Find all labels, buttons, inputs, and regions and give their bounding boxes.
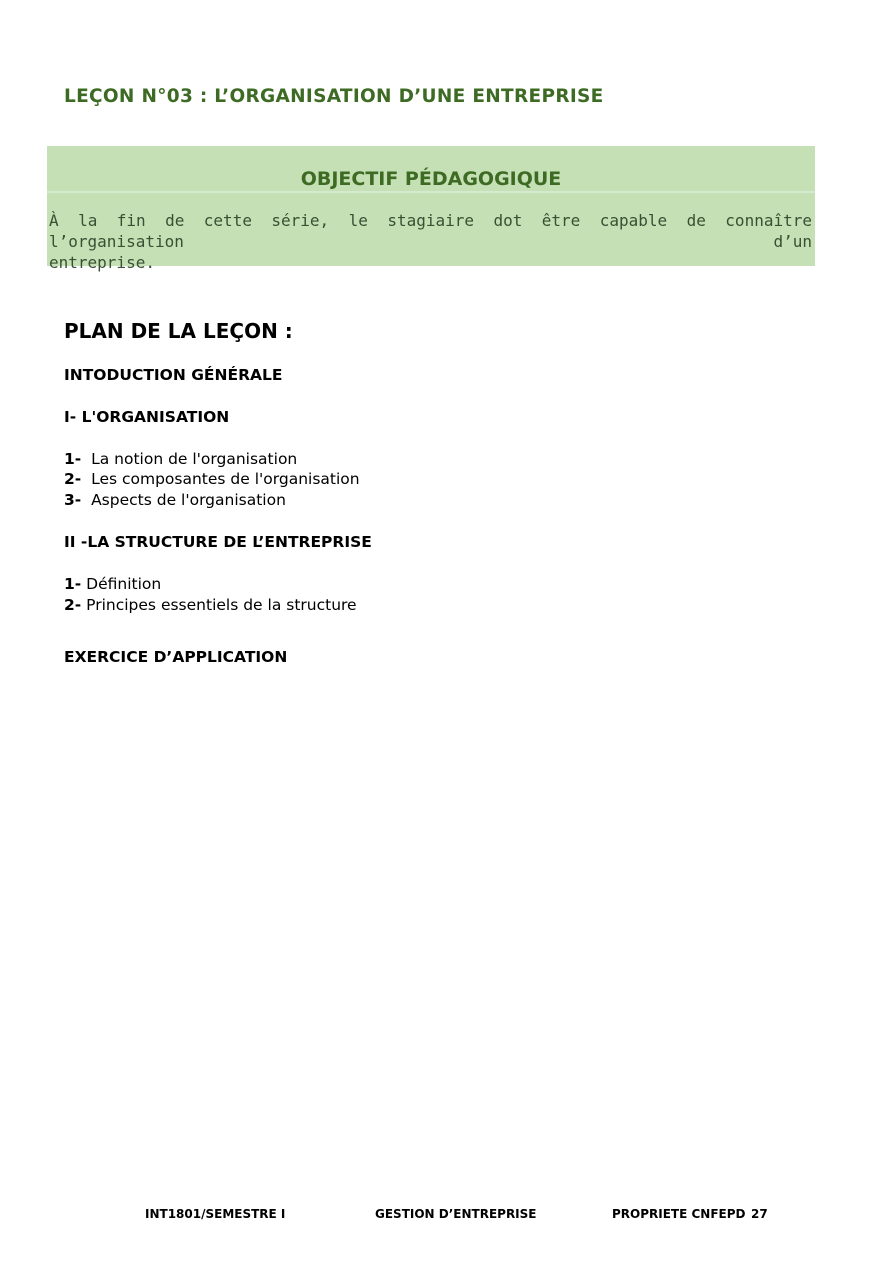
lesson-title: LEÇON N°03 : L’ORGANISATION D’UNE ENTREPRISE <box>64 86 604 107</box>
page-number: 27 <box>751 1207 768 1221</box>
objective-line-1: À la fin de cette série, le stagiaire dot être capable de connaître l’organisation d’un <box>49 211 812 251</box>
section-2-heading: II -LA STRUCTURE DE L’ENTREPRISE <box>64 533 372 551</box>
objective-box <box>47 146 815 272</box>
footer-subject: GESTION D’ENTREPRISE <box>375 1207 537 1221</box>
objective-text <box>49 210 812 273</box>
item-number: 2- <box>64 470 82 488</box>
item-number: 1- <box>64 575 82 593</box>
section-1-item <box>64 491 286 509</box>
intro-heading: INTODUCTION GÉNÉRALE <box>64 366 283 384</box>
item-text: Les composantes de l'organisation <box>91 470 360 488</box>
item-text: Aspects de l'organisation <box>91 491 286 509</box>
plan-title: PLAN DE LA LEÇON : <box>64 319 293 343</box>
section-2-item <box>64 596 357 614</box>
objective-divider <box>47 191 815 193</box>
section-2-item <box>64 575 161 593</box>
footer-course-code: INT1801/SEMESTRE I <box>145 1207 286 1221</box>
section-1-item <box>64 450 297 468</box>
item-text: Principes essentiels de la structure <box>86 596 357 614</box>
item-number: 2- <box>64 596 82 614</box>
objective-heading: OBJECTIF PÉDAGOGIQUE <box>300 168 562 190</box>
item-text: La notion de l'organisation <box>91 450 298 468</box>
exercise-heading: EXERCICE D’APPLICATION <box>64 648 288 666</box>
item-number: 1- <box>64 450 82 468</box>
objective-line-2: entreprise. <box>49 253 155 272</box>
section-1-item <box>64 470 360 488</box>
item-text: Définition <box>86 575 162 593</box>
footer-owner: PROPRIETE CNFEPD <box>612 1207 746 1221</box>
item-number: 3- <box>64 491 82 509</box>
section-1-heading: I- L'ORGANISATION <box>64 408 230 426</box>
